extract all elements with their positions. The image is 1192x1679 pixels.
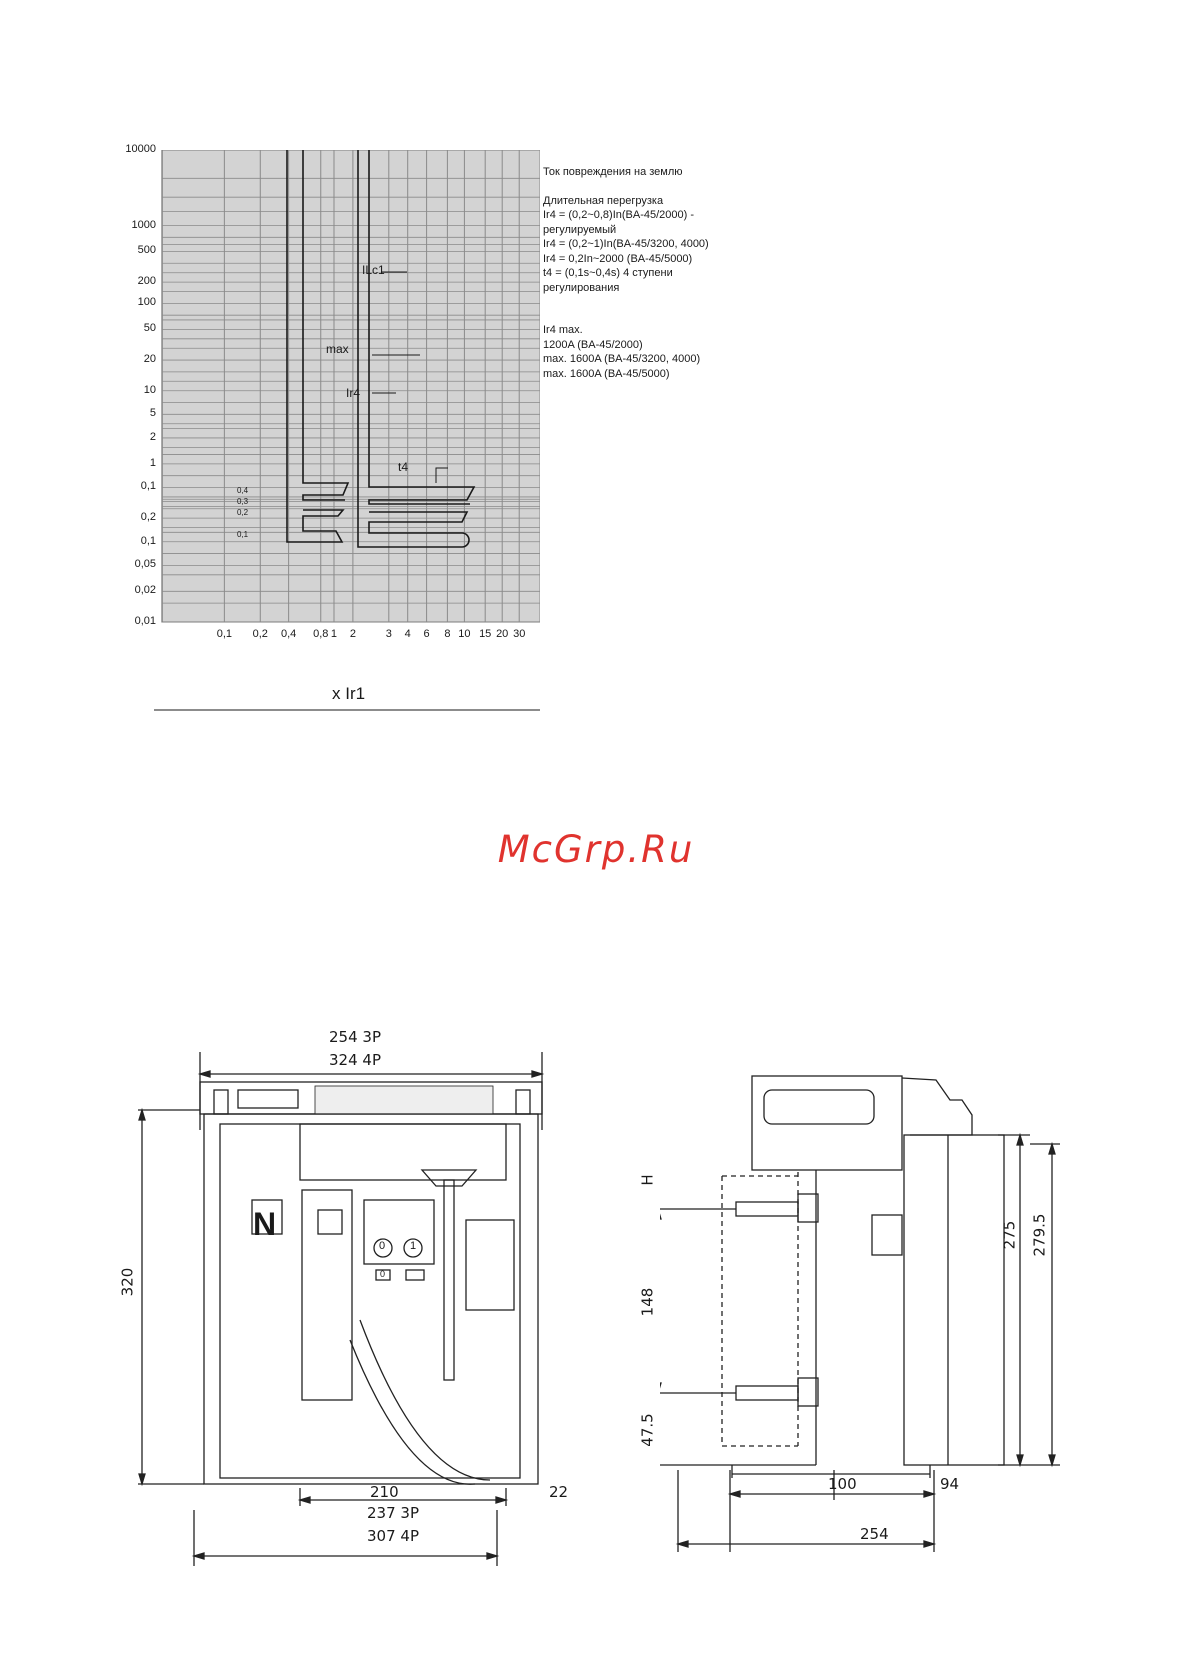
y-tick-label: 0,2 (140, 511, 156, 524)
y-tick-label: 50 (143, 322, 156, 335)
front-view-bottom-dims (130, 1506, 590, 1576)
chart-svg (110, 150, 540, 730)
notes-title: Ток повреждения на землю (543, 166, 683, 178)
x-tick-label: 1 (330, 628, 338, 640)
y-tick-label: 2 (149, 430, 156, 443)
button-off: 1 (410, 1240, 417, 1252)
y-tick-label: 1 (149, 456, 156, 469)
notes-line: Ir4 = 0,2In~2000 (BA-45/5000) (543, 252, 693, 265)
y-tick-label: 5 (149, 407, 156, 420)
x-tick-label: 15 (479, 628, 492, 640)
y-tick-label: 1000 (131, 218, 156, 231)
notes-line: регулирования (543, 281, 620, 294)
x-tick-label: 0,2 (252, 628, 268, 640)
side-view-drawing (660, 1060, 1080, 1480)
dim-base-4p: 307 4P (367, 1527, 419, 1545)
button-on: 0 (379, 1240, 386, 1252)
band-label: 0,4 (237, 486, 249, 495)
y-tick-label: 0,02 (134, 584, 156, 597)
x-tick-label: 20 (496, 628, 509, 640)
tripping-curve-chart (110, 143, 540, 730)
x-tick-label: 0,1 (216, 628, 233, 640)
dim-inner-width: 210 (370, 1483, 399, 1501)
notes-line: max. 1600A (BA-45/5000) (543, 367, 670, 380)
dim-width-4p: 324 4P (329, 1051, 381, 1069)
y-tick-label: 10 (143, 383, 156, 396)
band-label: 0,2 (237, 508, 249, 517)
y-tick-label: 0,1 (140, 534, 156, 547)
x-tick-label: 0,4 (280, 628, 297, 640)
y-tick-label: 200 (137, 275, 156, 288)
x-tick-label: 0,8 (313, 628, 329, 640)
y-tick-label: 0,05 (134, 558, 156, 571)
x-axis-label: x Ir1 (332, 684, 366, 703)
notes-line: регулируемый (543, 223, 617, 236)
indicator-label: 0 (380, 1269, 386, 1279)
dim-width-3p: 254 3P (329, 1028, 381, 1046)
panel-letter: N (253, 1206, 277, 1242)
curve-label-ilc1: ILc1 (362, 263, 385, 277)
x-tick-label: 3 (385, 628, 392, 640)
notes-line: 1200A (BA-45/2000) (543, 338, 643, 351)
dim-height-275: 275 (1000, 1220, 1019, 1250)
band-label: 0,1 (237, 530, 249, 539)
curve-label-ir4: Ir4 (346, 386, 361, 400)
notes-line: Длительная перегрузка (543, 194, 664, 207)
y-tick-label: 0,1 (140, 480, 156, 493)
dim-depth-100: 100 (828, 1475, 857, 1493)
x-tick-label: 8 (444, 628, 451, 640)
x-tick-label: 6 (423, 628, 430, 640)
notes-line: Ir4 max. (543, 324, 583, 336)
y-tick-label: 100 (137, 296, 156, 309)
band-label: 0,3 (237, 497, 249, 506)
notes-line: Ir4 = (0,2~1)In(BA-45/3200, 4000) (543, 238, 709, 250)
dim-depth-254: 254 (860, 1525, 889, 1543)
curve-label-max: max (326, 342, 349, 356)
x-tick-label: 10 (458, 628, 471, 640)
curve-label-t4: t4 (398, 460, 409, 474)
dim-depth-94: 94 (940, 1475, 960, 1493)
y-tick-label: 10000 (125, 143, 156, 155)
x-tick-label: 2 (349, 628, 356, 640)
y-tick-label: 0,01 (134, 615, 156, 627)
dim-bottom: 47.5 (638, 1413, 657, 1447)
dim-h-label: H (638, 1174, 657, 1186)
watermark: McGrp.Ru (497, 828, 695, 871)
x-tick-label: 4 (404, 628, 411, 640)
notes-line: t4 = (0,1s~0,4s) 4 ступени (543, 267, 673, 279)
y-tick-label: 500 (137, 244, 156, 257)
notes-line: max. 1600A (BA-45/3200, 4000) (543, 353, 701, 365)
front-view-drawing (130, 1040, 590, 1510)
y-tick-label: 20 (143, 353, 156, 366)
dim-base-3p: 237 3P (367, 1504, 419, 1522)
x-tick-label: 30 (513, 628, 526, 640)
notes-line: Ir4 = (0,2~0,8)In(BA-45/2000) - (543, 209, 695, 221)
dim-height: 320 (118, 1267, 137, 1297)
dim-side-offset: 22 (549, 1483, 569, 1501)
dim-height-2795: 279.5 (1030, 1213, 1049, 1257)
chart-notes (543, 165, 783, 381)
dim-spacing: 148 (638, 1287, 657, 1317)
